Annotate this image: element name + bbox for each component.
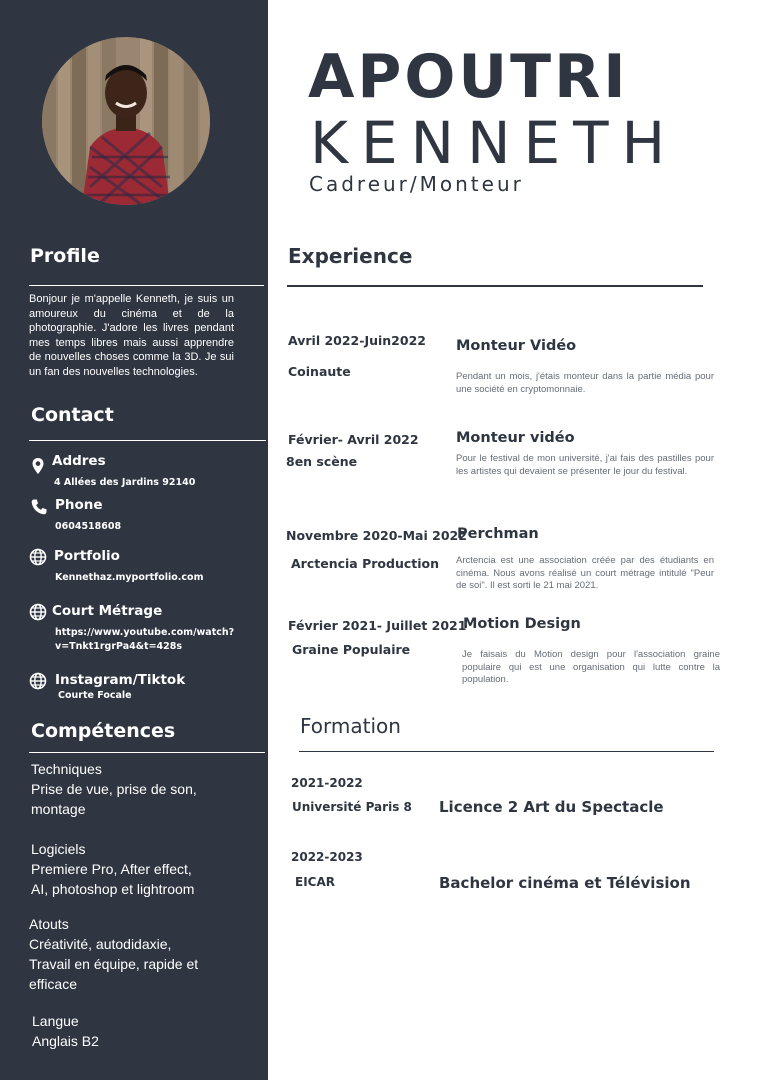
phone-icon [30,498,48,516]
contact-title: Contact [31,404,114,426]
formation-school: Université Paris 8 [292,800,412,814]
formation-divider [299,751,714,752]
skill-heading: Langue [32,1013,79,1029]
skill-heading: Techniques [31,761,102,777]
contact-short-film-label: Court Métrage [52,603,163,619]
globe-icon [29,672,47,690]
profile-divider [29,285,264,286]
experience-role: Monteur Vidéo [456,338,577,354]
skill-heading: Logiciels [31,841,86,857]
last-name: KENNETH [310,109,679,177]
contact-social-label: Instagram/Tiktok [55,672,186,688]
skill-line: Prise de vue, prise de son, [31,781,197,797]
skills-title: Compétences [31,720,176,742]
first-name: APOUTRI [308,42,629,112]
contact-social-value: Courte Focale [58,690,132,701]
profile-title: Profile [30,245,100,267]
skill-group-techniques [31,759,197,819]
contact-portfolio-value[interactable]: Kennethaz.myportfolio.com [55,572,204,583]
skill-line: AI, photoshop et lightroom [31,881,195,897]
globe-icon [29,548,47,566]
contact-address-label: Addres [52,453,106,469]
skill-line: Premiere Pro, After effect, [31,861,192,877]
experience-date: Février- Avril 2022 [288,432,419,447]
skills-divider [29,752,265,753]
contact-short-film-url[interactable]: https://www.youtube.com/watch? [55,627,235,638]
experience-org: Coinaute [288,364,351,379]
experience-description: Je faisais du Motion design pour l'association graine populaire qui est une organisation qui lutte contre la population. [462,649,720,685]
experience-role: Monteur vidéo [456,430,575,446]
contact-address-value: 4 Allées des Jardins 92140 [54,477,196,488]
experience-role: Perchman [457,526,539,542]
sidebar [0,0,268,1080]
experience-title: Experience [288,244,413,268]
profile-photo-image [42,37,210,205]
skill-line: efficace [29,976,77,992]
skill-group-language [32,1011,99,1051]
experience-role: Motion Design [463,616,581,632]
experience-divider [287,285,703,287]
contact-divider [29,440,266,441]
experience-date: Avril 2022-Juin2022 [288,333,426,348]
skill-line: Travail en équipe, rapide et [29,956,199,972]
formation-degree: Bachelor cinéma et Télévision [439,874,691,892]
formation-year: 2021-2022 [291,776,363,790]
experience-org: 8en scène [286,454,358,469]
location-pin-icon [29,457,47,475]
experience-description: Pour le festival de mon université, j'ai fais des pastilles pour les artistes qui devaient se présenter le jour du festival. [456,453,714,477]
experience-description: Arctencia est une association créée par des étudiants en cinéma. Nous avons réalisé un court métrage intitulé "Peur de soi". Il est sorti le 21 mai 2021. [456,555,714,591]
profile-text: Bonjour je m'appelle Kenneth, je suis un amoureux du cinéma et de la photographie. J'adore les livres pendant mes temps libres mais aussi apprendre de nouvelles choses comme la 3D. Je sui un fan des nouvelles technologies. [29,293,234,378]
formation-title: Formation [300,714,401,738]
experience-description: Pendant un mois, j'étais monteur dans la partie média pour une société en cryptomonnaie. [456,371,714,395]
formation-school: EICAR [295,875,335,889]
experience-org: Graine Populaire [292,642,411,657]
experience-date: Novembre 2020-Mai 2022 [286,528,467,543]
contact-portfolio-label: Portfolio [54,548,120,564]
formation-degree: Licence 2 Art du Spectacle [439,798,664,816]
skill-group-software [31,839,194,899]
experience-org: Arctencia Production [291,556,439,571]
skill-heading: Atouts [29,916,69,932]
contact-phone-label: Phone [55,497,103,513]
skill-group-strengths [29,914,198,994]
contact-phone-value: 0604518608 [55,521,122,532]
job-title: Cadreur/Monteur [309,172,524,196]
globe-icon [29,603,47,621]
profile-photo [42,37,210,205]
experience-date: Février 2021- Juillet 2021 [288,618,467,633]
contact-short-film-url-cont[interactable]: v=Tnkt1rgrPa4&t=428s [55,641,183,652]
skill-line: montage [31,801,86,817]
formation-year: 2022-2023 [291,850,363,864]
skill-line: Anglais B2 [32,1033,99,1049]
skill-line: Créativité, autodidaxie, [29,936,172,952]
